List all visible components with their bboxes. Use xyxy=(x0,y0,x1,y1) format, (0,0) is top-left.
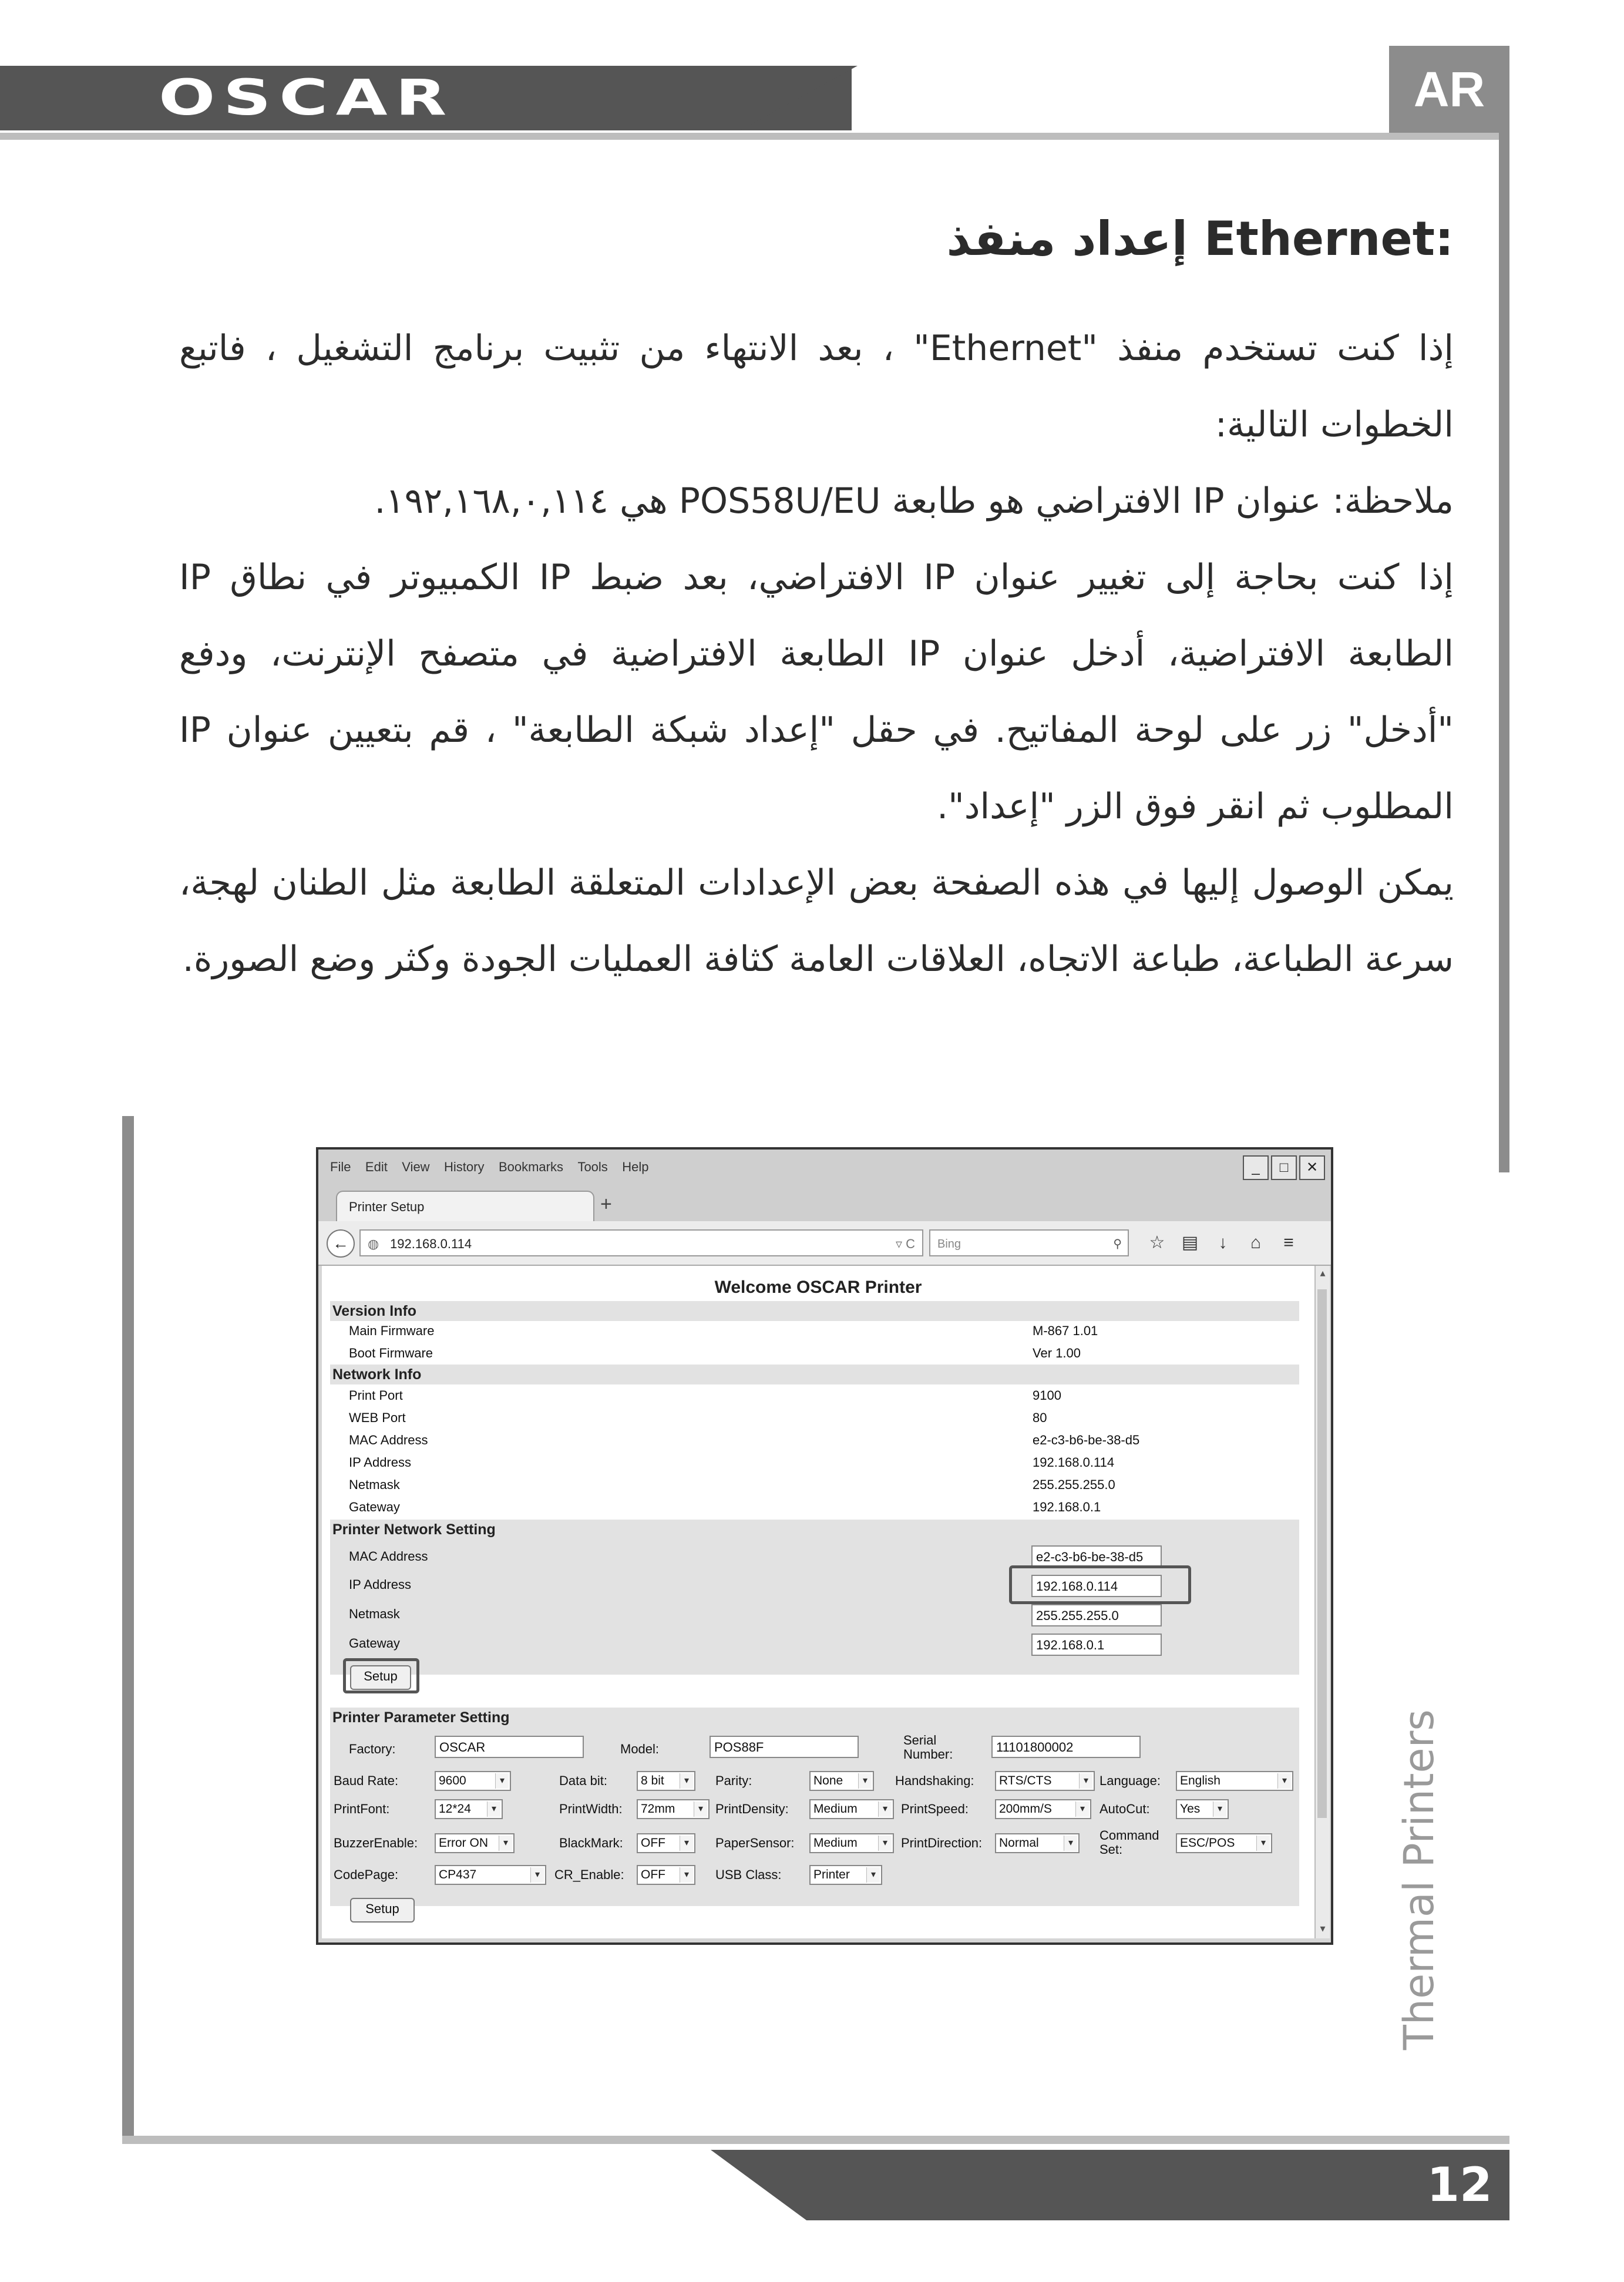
vertical-scrollbar[interactable] xyxy=(1314,1266,1330,1938)
header-rule xyxy=(0,133,1509,140)
databit-select[interactable] xyxy=(637,1771,695,1791)
handshaking-select[interactable] xyxy=(995,1771,1095,1791)
brand-logo: OSCAR xyxy=(159,69,455,126)
left-margin-rule xyxy=(122,1116,134,2144)
window-controls xyxy=(1240,1155,1325,1180)
printdirection-select[interactable] xyxy=(995,1833,1080,1853)
language-select[interactable] xyxy=(1176,1771,1293,1791)
blackmark-select[interactable] xyxy=(637,1833,695,1853)
info-value: 255.255.255.0 xyxy=(1033,1477,1115,1492)
parameter-setting-header: Printer Parameter Setting xyxy=(330,1708,1299,1728)
info-label: Gateway xyxy=(349,1500,400,1514)
field-label: Netmask xyxy=(349,1607,400,1621)
info-label: Netmask xyxy=(349,1477,400,1492)
header-wedge xyxy=(740,66,858,130)
printfont-label: PrintFont: xyxy=(334,1802,390,1816)
info-value: e2-c3-b6-be-38-d5 xyxy=(1033,1433,1140,1447)
info-value: 80 xyxy=(1033,1410,1047,1425)
printspeed-label: PrintSpeed: xyxy=(901,1802,969,1816)
paragraph: يمكن الوصول إليها في هذه الصفحة بعض الإعدادات المتعلقة الطابعة مثل الطنان لهجة، سرعة الطباعة، طباعة الاتجاه، العلاقات العامة كثافة العمليات الجودة وكثر وضع الصورة. xyxy=(179,862,1454,980)
field-label: Gateway xyxy=(349,1636,400,1651)
chevron-down-icon: ▾ xyxy=(1075,1802,1089,1817)
language-badge: AR xyxy=(1389,46,1509,133)
language-label: Language: xyxy=(1100,1773,1161,1788)
chevron-down-icon: ▾ xyxy=(680,1773,693,1789)
home-icon[interactable]: ⌂ xyxy=(1250,1233,1262,1252)
chevron-down-icon: ▾ xyxy=(1277,1773,1291,1789)
nav-bar xyxy=(318,1221,1331,1266)
browser-screenshot xyxy=(316,1147,1333,1945)
mac-address-field[interactable]: e2-c3-b6-be-38-d5 xyxy=(1031,1545,1162,1568)
buzzer-select[interactable] xyxy=(435,1833,515,1853)
info-value: M-867 1.01 xyxy=(1033,1323,1098,1338)
usbclass-label: USB Class: xyxy=(715,1867,782,1882)
footer-band xyxy=(711,2150,1509,2220)
printwidth-select[interactable] xyxy=(637,1799,710,1819)
search-input[interactable] xyxy=(929,1229,1129,1256)
body-text xyxy=(179,310,1454,997)
info-label: Print Port xyxy=(349,1388,403,1403)
menu-bookmarks[interactable]: Bookmarks xyxy=(498,1160,563,1174)
url-text: 192.168.0.114 xyxy=(390,1236,472,1251)
page-title: Welcome OSCAR Printer xyxy=(714,1278,922,1297)
printdensity-value: Medium xyxy=(813,1802,858,1816)
chevron-down-icon: ▾ xyxy=(530,1867,544,1883)
autocut-value: Yes xyxy=(1180,1802,1201,1816)
section-title: :Ethernet إعداد منفذ xyxy=(946,211,1454,266)
chevron-down-icon: ▾ xyxy=(680,1867,693,1883)
language-value: English xyxy=(1180,1774,1220,1787)
commandset-select[interactable] xyxy=(1176,1833,1272,1853)
side-label: Thermal Printers xyxy=(1395,1709,1443,2050)
search-engine-label: Bing xyxy=(937,1238,961,1251)
back-arrow-icon[interactable]: ← xyxy=(327,1229,355,1258)
gateway-field[interactable]: 192.168.0.1 xyxy=(1031,1634,1162,1656)
scroll-down-icon[interactable]: ▾ xyxy=(1320,1923,1326,1934)
tab-printer-setup[interactable]: Printer Setup xyxy=(336,1191,594,1221)
baud-select[interactable] xyxy=(435,1771,511,1791)
chevron-down-icon: ▾ xyxy=(1213,1802,1226,1817)
info-label: WEB Port xyxy=(349,1410,406,1425)
databit-value: 8 bit xyxy=(641,1774,664,1787)
codepage-select[interactable] xyxy=(435,1865,546,1885)
right-margin-rule xyxy=(1499,133,1509,1172)
field-label: MAC Address xyxy=(349,1549,428,1564)
browser-menubar xyxy=(318,1150,1331,1185)
printdirection-label: PrintDirection: xyxy=(901,1836,983,1850)
field-label: IP Address xyxy=(349,1577,411,1592)
scrollbar-thumb[interactable] xyxy=(1317,1289,1327,1818)
chevron-down-icon: ▾ xyxy=(866,1867,880,1883)
baud-label: Baud Rate: xyxy=(334,1773,399,1788)
model-field[interactable]: POS88F xyxy=(710,1736,859,1758)
usbclass-value: Printer xyxy=(813,1868,850,1881)
printspeed-value: 200mm/S xyxy=(999,1802,1052,1816)
buzzer-value: Error ON xyxy=(439,1836,488,1850)
codepage-value: CP437 xyxy=(439,1868,477,1881)
printfont-select[interactable] xyxy=(435,1799,503,1819)
info-label: MAC Address xyxy=(349,1433,428,1447)
paragraph: إذا كنت بحاجة إلى تغيير عنوان IP الافتراضي، بعد ضبط IP الكمبيوتر في نطاق IP الطابعة الافتراضية، أدخل عنوان IP الطابعة الافتراضية في متصفح الإنترنت، ودفع "أدخل" زر على لوحة المفاتيح. في حقل "إعداد شبكة الطابعة" ، قم بتعيين عنوان IP المطلوب ثم انقر فوق الزر "إعداد". xyxy=(179,557,1454,827)
printwidth-label: PrintWidth: xyxy=(559,1802,623,1816)
menu-view[interactable]: View xyxy=(402,1160,430,1174)
chevron-down-icon: ▾ xyxy=(487,1802,500,1817)
menu-help[interactable]: Help xyxy=(622,1160,649,1174)
parity-label: Parity: xyxy=(715,1773,752,1788)
network-setting-header: Printer Network Setting xyxy=(330,1520,1299,1540)
close-icon[interactable]: ✕ xyxy=(1299,1155,1325,1180)
paragraph: إذا كنت تستخدم منفذ "Ethernet" ، بعد الانتهاء من تثبيت برنامج التشغيل ، فاتبع الخطوات التالية: xyxy=(179,328,1454,445)
commandset-label: Command Set: xyxy=(1100,1828,1159,1857)
papersensor-label: PaperSensor: xyxy=(715,1836,795,1850)
autocut-select[interactable] xyxy=(1176,1799,1229,1819)
commandset-value: ESC/POS xyxy=(1180,1836,1235,1850)
paragraph: ملاحظة: عنوان IP الافتراضي هو طابعة POS58U/EU هي ١٩٢,١٦٨,٠,١١٤. xyxy=(374,480,1454,522)
ip-highlight-box xyxy=(1009,1565,1191,1604)
printfont-value: 12*24 xyxy=(439,1802,471,1816)
menu-file[interactable]: File xyxy=(330,1160,351,1174)
toolbar-icons xyxy=(1141,1229,1305,1256)
chevron-down-icon: ▾ xyxy=(878,1836,892,1851)
info-label: IP Address xyxy=(349,1455,411,1470)
parity-value: None xyxy=(813,1774,843,1787)
printdirection-value: Normal xyxy=(999,1836,1039,1850)
new-tab-icon[interactable]: + xyxy=(600,1193,612,1215)
chevron-down-icon: ▾ xyxy=(499,1836,512,1851)
page-number: 12 xyxy=(1427,2157,1492,2212)
codepage-label: CodePage: xyxy=(334,1867,399,1882)
minimize-icon[interactable]: _ xyxy=(1243,1155,1269,1180)
menu-tools[interactable]: Tools xyxy=(577,1160,608,1174)
blackmark-value: OFF xyxy=(641,1836,665,1850)
menu-history[interactable]: History xyxy=(444,1160,485,1174)
footer-rule xyxy=(122,2136,1509,2144)
printdensity-label: PrintDensity: xyxy=(715,1802,789,1816)
usbclass-select[interactable] xyxy=(809,1865,882,1885)
ip-address-field[interactable]: 192.168.0.114 xyxy=(1031,1575,1162,1597)
reload-icon[interactable]: ▿ C xyxy=(895,1236,915,1251)
info-label: Boot Firmware xyxy=(349,1346,433,1360)
handshaking-value: RTS/CTS xyxy=(999,1774,1052,1787)
autocut-label: AutoCut: xyxy=(1100,1802,1150,1816)
menu-icon[interactable]: ≡ xyxy=(1283,1233,1294,1252)
info-label: Main Firmware xyxy=(349,1323,435,1338)
version-info-header: Version Info xyxy=(330,1301,1299,1321)
url-input[interactable] xyxy=(359,1229,923,1256)
chevron-down-icon: ▾ xyxy=(495,1773,509,1789)
scroll-up-icon[interactable]: ▴ xyxy=(1320,1267,1326,1279)
clipboard-icon[interactable]: ▤ xyxy=(1181,1233,1199,1252)
parameter-setup-button[interactable]: Setup xyxy=(350,1898,415,1923)
buzzer-label: BuzzerEnable: xyxy=(334,1836,418,1850)
crenable-select[interactable] xyxy=(637,1865,695,1885)
crenable-value: OFF xyxy=(641,1868,665,1881)
info-value: 192.168.0.114 xyxy=(1033,1455,1115,1470)
chevron-down-icon: ▾ xyxy=(680,1836,693,1851)
chevron-down-icon: ▾ xyxy=(1256,1836,1270,1851)
papersensor-select[interactable] xyxy=(809,1833,894,1853)
chevron-down-icon: ▾ xyxy=(878,1802,892,1817)
papersensor-value: Medium xyxy=(813,1836,858,1850)
blackmark-label: BlackMark: xyxy=(559,1836,623,1850)
printdensity-select[interactable] xyxy=(809,1799,894,1819)
serial-field[interactable]: 11101800002 xyxy=(991,1736,1141,1758)
web-page xyxy=(322,1266,1314,1938)
bookmark-star-icon[interactable]: ☆ xyxy=(1149,1233,1165,1252)
chevron-down-icon: ▾ xyxy=(1079,1773,1092,1789)
menu-edit[interactable]: Edit xyxy=(365,1160,388,1174)
chevron-down-icon: ▾ xyxy=(858,1773,872,1789)
tab-strip xyxy=(318,1185,1331,1221)
printspeed-select[interactable] xyxy=(995,1799,1091,1819)
info-value: 192.168.0.1 xyxy=(1033,1500,1101,1514)
baud-value: 9600 xyxy=(439,1774,466,1787)
globe-icon: ◍ xyxy=(368,1236,379,1251)
search-icon[interactable]: ⚲ xyxy=(1113,1238,1122,1251)
info-value: 9100 xyxy=(1033,1388,1061,1403)
parity-select[interactable] xyxy=(809,1771,874,1791)
setup-highlight-box xyxy=(343,1658,419,1693)
network-setup-button[interactable]: Setup xyxy=(350,1665,411,1690)
download-icon[interactable]: ↓ xyxy=(1218,1233,1228,1252)
maximize-icon[interactable]: □ xyxy=(1271,1155,1297,1180)
handshaking-label: Handshaking: xyxy=(895,1773,974,1788)
netmask-field[interactable]: 255.255.255.0 xyxy=(1031,1604,1162,1626)
network-info-header: Network Info xyxy=(330,1365,1299,1384)
info-value: Ver 1.00 xyxy=(1033,1346,1081,1360)
databit-label: Data bit: xyxy=(559,1773,607,1788)
chevron-down-icon: ▾ xyxy=(694,1802,707,1817)
serial-label: Serial Number: xyxy=(903,1733,953,1762)
model-label: Model: xyxy=(620,1742,660,1756)
factory-label: Factory: xyxy=(349,1742,396,1756)
printwidth-value: 72mm xyxy=(641,1802,675,1816)
chevron-down-icon: ▾ xyxy=(1064,1836,1077,1851)
factory-field[interactable]: OSCAR xyxy=(435,1736,584,1758)
crenable-label: CR_Enable: xyxy=(554,1867,624,1882)
